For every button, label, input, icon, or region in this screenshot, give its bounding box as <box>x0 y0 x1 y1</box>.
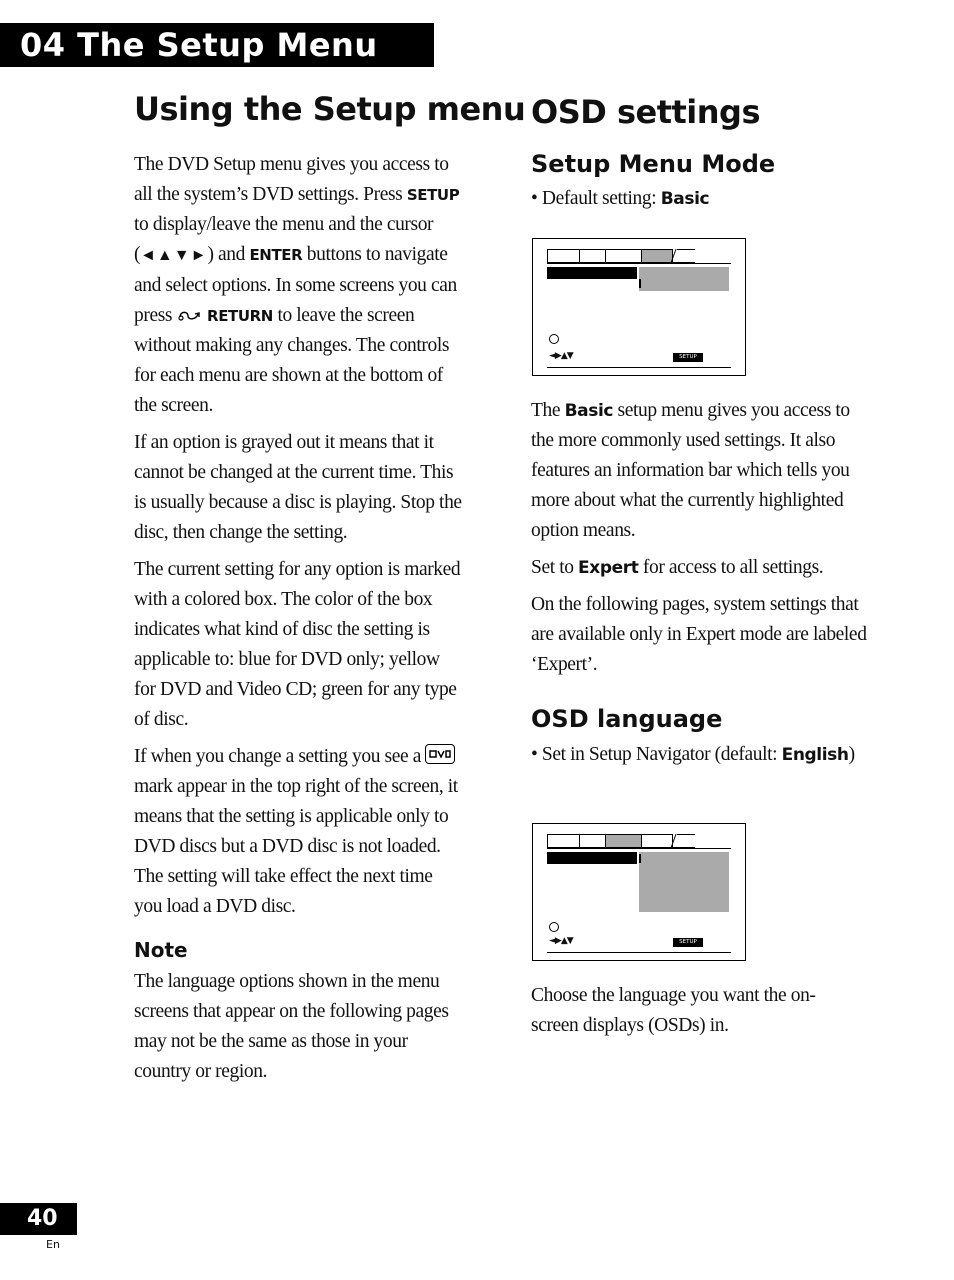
osd-language-screen <box>532 823 746 961</box>
note-title: Note <box>134 938 188 962</box>
paragraph-choose-language: Choose the language you want the on-screen displays (OSDs) in. <box>531 985 816 1036</box>
screen-tabs <box>547 834 695 848</box>
screen-rule <box>547 367 731 368</box>
chapter-title: 04 The Setup Menu <box>20 26 378 64</box>
setup-key-label: SETUP <box>406 186 460 204</box>
selection-marker <box>639 854 641 863</box>
paragraph-dvd-mark: If when you change a setting you see a mark appear in the top right of the screen, it means that the setting is applicable only to DVD discs but a DVD disc is not loaded. The setting will take effect the next time you load a DVD disc. <box>134 746 458 917</box>
section-heading-using-setup: Using the Setup menu <box>134 90 526 128</box>
language-options-panel <box>639 852 729 912</box>
screen-tabs <box>547 249 695 263</box>
basic-label: Basic <box>564 401 614 421</box>
section-heading-osd-settings: OSD settings <box>531 93 760 131</box>
screen-tab <box>605 249 641 263</box>
enter-key-label: ENTER <box>249 246 303 264</box>
page-number-box <box>0 1203 77 1235</box>
return-key-label: RETURN <box>207 307 273 325</box>
setup-button-label: SETUP <box>673 353 703 362</box>
subheading-osd-language: OSD language <box>531 705 723 733</box>
setup-menu-screen-basic <box>532 238 746 376</box>
cursor-arrows-icon: ◄▲▼► <box>140 247 208 264</box>
options-panel <box>639 267 729 291</box>
paragraph-colored-box: The current setting for any option is marked with a colored box. The color of the box indicates what kind of disc the setting is applicable to: blue for DVD only; yellow for DVD and Video CD; green for any type of disc. <box>134 559 461 730</box>
page-number: 40 <box>27 1206 58 1231</box>
paragraph-expert-labels: On the following pages, system settings that are available only in Expert mode are labeled ‘Expert’. <box>531 594 867 675</box>
selection-marker <box>639 279 641 288</box>
default-basic-value: Basic <box>660 189 710 209</box>
screen-tab <box>547 249 579 263</box>
dvd-mark-icon <box>425 744 455 764</box>
paragraph-intro: The DVD Setup menu gives you access to all the system’s DVD settings. Press SETUP to display/leave the menu and the cursor (◄▲▼►) and ENTER buttons to navigate and select options. In some screens you can press RETURN to leave the screen without making any changes. The controls for each menu are shown at the bottom of the screen. <box>134 154 460 416</box>
paragraph-expert: Set to Expert for access to all settings. <box>531 557 824 578</box>
screen-rule <box>547 263 731 264</box>
screen-tab <box>641 834 673 848</box>
screen-rule <box>547 952 731 953</box>
right-column-text-1 <box>531 396 871 687</box>
screen-tab-active <box>605 834 641 848</box>
return-icon <box>177 302 203 316</box>
chapter-header-bar <box>0 23 434 67</box>
expert-label: Expert <box>578 558 639 578</box>
paragraph-grayed: If an option is grayed out it means that it cannot be changed at the current time. This is usually because a disc is playing. Stop the disc, then change the setting. <box>134 432 462 543</box>
screen-tab-edge <box>673 834 695 848</box>
navigation-arrows-icon: ◄▶▲▼ <box>549 936 573 946</box>
screen-tab-edge <box>673 249 695 263</box>
info-circle-icon <box>549 334 559 344</box>
highlighted-option-bar <box>547 852 637 864</box>
screen-tab-active <box>641 249 673 263</box>
screen-tab <box>579 834 605 848</box>
screen-tab <box>579 249 605 263</box>
screen-tab <box>547 834 579 848</box>
subheading-setup-menu-mode: Setup Menu Mode <box>531 150 776 178</box>
setup-button-label: SETUP <box>673 938 703 947</box>
left-column-text <box>134 150 464 929</box>
info-circle-icon <box>549 922 559 932</box>
screen-rule <box>547 848 731 849</box>
osd-language-default-line: • Set in Setup Navigator (default: English) <box>531 744 855 765</box>
note-text: The language options shown in the menu screens that appear on the following pages may not be the same as those in your country or region. <box>134 971 449 1082</box>
default-english-value: English <box>781 745 849 765</box>
language-code: En <box>46 1238 60 1251</box>
default-setting-line: • Default setting: Basic <box>531 188 710 209</box>
highlighted-option-bar <box>547 267 637 279</box>
navigation-arrows-icon: ◄▶▲▼ <box>549 351 573 361</box>
paragraph-basic-menu: The Basic setup menu gives you access to the more commonly used settings. It also features an information bar which tells you more about what the currently highlighted option means. <box>531 400 850 541</box>
